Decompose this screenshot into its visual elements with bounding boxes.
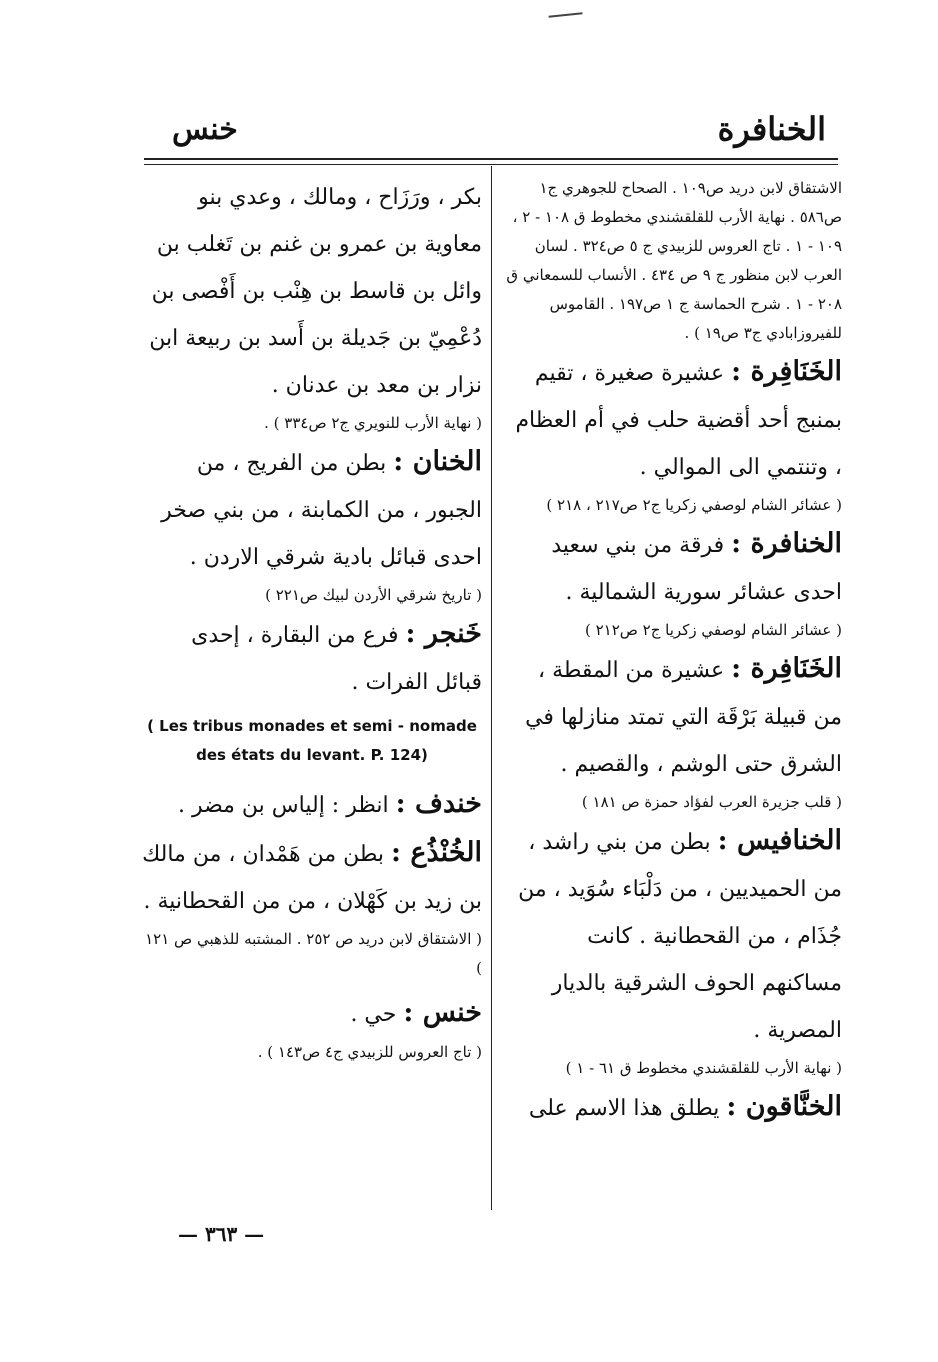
- entry-text: حي .: [350, 1002, 404, 1027]
- dictionary-entry: [142, 829, 482, 925]
- entry-text: عشيرة صغيرة ، تقيم بمنبج أحد أقضية حلب في أم العظام ، وتنتمي الى الموالي .: [515, 361, 842, 480]
- dictionary-entry: [142, 989, 482, 1038]
- entry-text: عشيرة من المقطة ، من قبيلة بَرْقَة التي تمتد منازلها في الشرق حتى الوشم ، والقصيم .: [525, 658, 842, 777]
- dictionary-entry: [142, 174, 482, 409]
- source-citation: ( قلب جزيرة العرب لفؤاد حمزة ص ١٨١ ): [581, 793, 842, 811]
- latin-citation: ( Les tribus monades et semi - nomade des états du levant. P. 124): [147, 717, 477, 764]
- entry-text: بطن من بني راشد ، من الحميديين ، من دَلْبَاء سُوَيد ، من جُذَام ، من القحطانية . كانت مساكنهم الحوف الشرقية بالديار المصرية .: [518, 830, 842, 1043]
- dictionary-entry: [142, 610, 482, 706]
- header-rule-thin: [144, 164, 838, 165]
- entry-text: بطن من هَمْدان ، من مالك بن زيد بن كَهْلان ، من من القحطانية .: [142, 842, 482, 914]
- source-citation: ( تاريخ شرقي الأردن لبيك ص٢٢١ ): [265, 586, 482, 604]
- entry-text: فرقة من بني سعيد احدى عشائر سورية الشمالية .: [551, 533, 842, 605]
- source-citation: ( نهاية الأرب للنويري ج٢ ص٣٣٤ ) .: [264, 414, 482, 432]
- dictionary-entry: [504, 348, 842, 491]
- entry-text: انظر : إلياس بن مضر .: [177, 793, 396, 818]
- entry-text: يطلق هذا الاسم على: [528, 1096, 727, 1121]
- dictionary-entry: [142, 780, 482, 829]
- entry-headword: الخنَّاقون :: [726, 1091, 842, 1122]
- entry-text: بكر ، ورَزَاح ، ومالك ، وعدي بنو معاوية بن عمرو بن غنم بن تَغلب بن وائل بن قاسط بن هِنْب بن أَفْصى بن دُعْمِيّ بن جَديلة بن أَسد بن ربيعة ابن نزار بن معد بن عدنان .: [149, 185, 482, 398]
- source-citation: ( عشائر الشام لوصفي زكريا ج٢ ص٢١٢ ): [584, 621, 842, 639]
- top-scan-mark: [547, 2, 582, 17]
- column-divider: [491, 166, 492, 1210]
- entry-headword: الخَنَافِرة :: [731, 653, 842, 684]
- entry-headword: خنس :: [403, 997, 482, 1028]
- dictionary-entry: [504, 817, 842, 1054]
- entry-headword: خندف :: [395, 788, 482, 819]
- header-rule: [144, 158, 838, 160]
- right-column: [504, 174, 842, 1132]
- source-citation: ( تاج العروس للزبيدي ج٤ ص١٤٣ ) .: [257, 1043, 482, 1061]
- dictionary-entry: [504, 520, 842, 616]
- dictionary-entry: [142, 438, 482, 581]
- entry-headword: الخَنَافِرة :: [731, 356, 842, 387]
- dictionary-entry: [504, 1083, 842, 1132]
- source-citation: ( عشائر الشام لوصفي زكريا ج٢ ص٢١٧ ، ٢١٨ ): [546, 496, 842, 514]
- entry-headword: الخنافيس :: [717, 825, 842, 856]
- entry-text: بطن من الفريج ، من الجبور ، من الكمابنة ، من بني صخر احدى قبائل بادية شرقي الاردن .: [161, 451, 482, 570]
- entry-headword: الخنان :: [393, 446, 482, 477]
- page-number: — ٣٦٣ —: [178, 1222, 265, 1246]
- source-citation: ( الاشتقاق لابن دريد ص ٢٥٢ . المشتبه للذهبي ص ١٢١ ): [145, 930, 482, 977]
- entry-headword: الخنافرة :: [731, 528, 842, 559]
- running-header-left: خنس: [172, 112, 238, 147]
- source-citation: الاشتقاق لابن دريد ص١٠٩ . الصحاح للجوهري ج١ ص٥٨٦ . نهاية الأرب للقلقشندي مخطوط ق ١٠٨ - ٢ ، ١٠٩ - ١ . تاج العروس للزبيدي ج ٥ ص٣٢٤ . لسان العرب لابن منظور ج ٩ ص ٤٣٤ . الأنساب للسمعاني ق ٢٠٨ - ١ . شرح الحماسة ج ١ ص١٩٧ . القاموس للفيروزابادي ج٣ ص١٩ ) .: [506, 179, 842, 342]
- entry-text: فرع من البقارة ، إحدى قبائل الفرات .: [191, 623, 482, 695]
- entry-headword: الخُنْذُع :: [391, 837, 482, 868]
- dictionary-entry: [504, 645, 842, 788]
- left-column: [142, 174, 482, 1067]
- running-header-right: الخنافرة: [717, 110, 826, 148]
- entry-headword: خَنجر :: [405, 618, 482, 649]
- source-citation: ( نهاية الأرب للقلقشندي مخطوط ق ٦١ - ١ ): [565, 1059, 842, 1077]
